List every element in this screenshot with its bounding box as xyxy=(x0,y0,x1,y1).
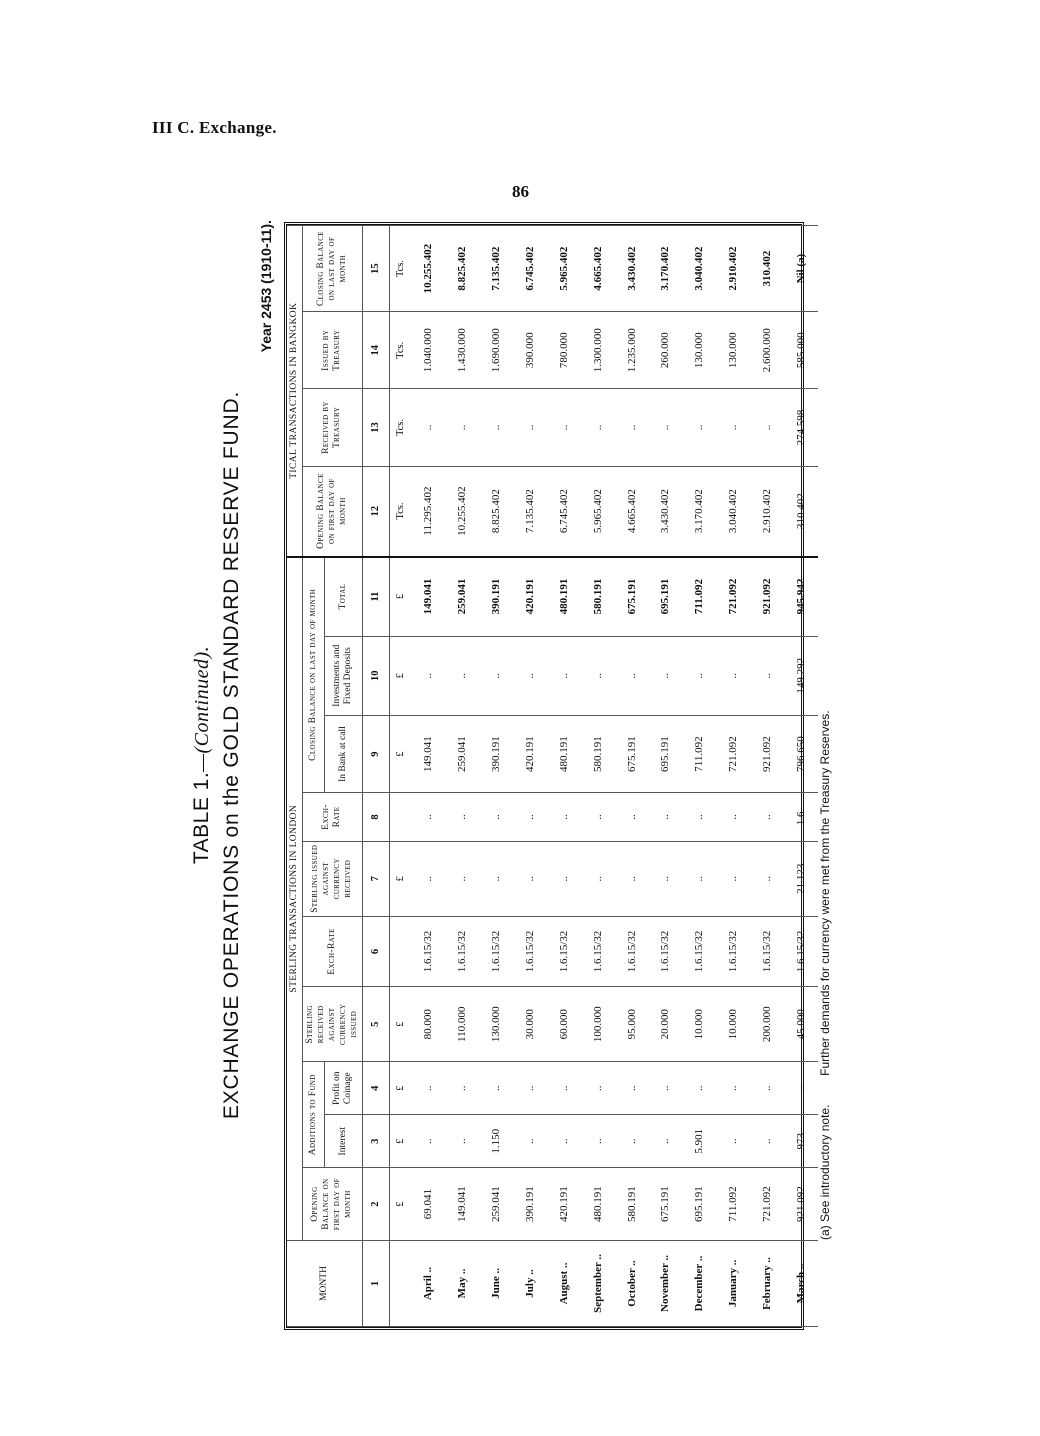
cell-rate: 1.6.15/32 xyxy=(445,916,479,987)
cell-total: 945.942 xyxy=(784,557,818,637)
cell-rate2: .. xyxy=(445,793,479,842)
cell-rate2: .. xyxy=(716,793,750,842)
unit-label xyxy=(389,793,412,842)
month-header: MONTH xyxy=(287,1240,362,1326)
cell-invest: .. xyxy=(682,636,716,715)
cell-t_issued: 1.690.000 xyxy=(479,312,513,389)
cell-month: September .. xyxy=(581,1240,615,1326)
cell-interest: 5.901 xyxy=(682,1115,716,1168)
cell-profit: .. xyxy=(615,1062,649,1115)
cell-t_open: 5.965.402 xyxy=(581,466,615,556)
cell-t_recv: .. xyxy=(750,389,784,466)
cell-bank: 711.092 xyxy=(682,715,716,792)
unit-label: Tcs. xyxy=(389,226,412,312)
cell-t_recv: .. xyxy=(412,389,446,466)
cell-opening: 711.092 xyxy=(716,1168,750,1241)
column-number: 14 xyxy=(362,312,389,389)
cell-opening: 259.041 xyxy=(479,1168,513,1241)
cell-issued: .. xyxy=(513,841,547,916)
cell-t_recv: .. xyxy=(513,389,547,466)
cell-received: 100.000 xyxy=(581,987,615,1062)
cell-issued: .. xyxy=(547,841,581,916)
cell-interest: .. xyxy=(716,1115,750,1168)
cell-t_open: 8.825.402 xyxy=(479,466,513,556)
cell-t_close: 5.965.402 xyxy=(547,226,581,312)
cell-bank: 149.041 xyxy=(412,715,446,792)
cell-interest: 973 xyxy=(784,1115,818,1168)
cell-t_recv: .. xyxy=(479,389,513,466)
cell-t_recv: .. xyxy=(445,389,479,466)
unit-label: Tcs. xyxy=(389,466,412,556)
cell-bank: 259.041 xyxy=(445,715,479,792)
cell-month: July .. xyxy=(513,1240,547,1326)
cell-profit: .. xyxy=(412,1062,446,1115)
cell-month: November .. xyxy=(649,1240,683,1326)
cell-profit: .. xyxy=(682,1062,716,1115)
column-number: 2 xyxy=(362,1168,389,1241)
cell-t_recv: .. xyxy=(682,389,716,466)
cell-rate2: .. xyxy=(682,793,716,842)
additions-header: Additions to Fund xyxy=(302,1062,324,1168)
cell-total: 390.191 xyxy=(479,557,513,637)
cell-t_close: 3.430.402 xyxy=(615,226,649,312)
cell-issued: .. xyxy=(412,841,446,916)
cell-t_close: 10.255.402 xyxy=(412,226,446,312)
table-row xyxy=(547,226,581,1327)
cell-opening: 149.041 xyxy=(445,1168,479,1241)
table-row xyxy=(784,226,818,1327)
cell-t_close: 6.745.402 xyxy=(513,226,547,312)
cell-t_open: 10.255.402 xyxy=(445,466,479,556)
cell-bank: 721.092 xyxy=(716,715,750,792)
cell-rate2: 1.6. xyxy=(784,793,818,842)
cell-t_issued: 1.040.000 xyxy=(412,312,446,389)
column-number: 5 xyxy=(362,987,389,1062)
cell-t_open: 310.402 xyxy=(784,466,818,556)
cell-rate2: .. xyxy=(547,793,581,842)
cell-t_close: 4.665.402 xyxy=(581,226,615,312)
cell-received: 95.000 xyxy=(615,987,649,1062)
cell-opening: 695.191 xyxy=(682,1168,716,1241)
rotated-table-page xyxy=(190,180,850,1330)
cell-invest: .. xyxy=(412,636,446,715)
cell-invest: 149.292 xyxy=(784,636,818,715)
cell-opening: 420.191 xyxy=(547,1168,581,1241)
cell-opening: 675.191 xyxy=(649,1168,683,1241)
cell-total: 259.041 xyxy=(445,557,479,637)
cell-t_open: 6.745.402 xyxy=(547,466,581,556)
cell-t_issued: 260.000 xyxy=(649,312,683,389)
profit-header: Profit on Coinage xyxy=(325,1062,362,1115)
investments-header: Investments and Fixed Deposits xyxy=(325,636,362,715)
main-title: EXCHANGE OPERATIONS on the GOLD STANDARD RESERVE FUND. xyxy=(220,390,243,1120)
cell-profit: .. xyxy=(445,1062,479,1115)
footnote-marker: (a) xyxy=(818,1225,832,1240)
column-number-row xyxy=(362,226,389,1327)
cell-profit: .. xyxy=(547,1062,581,1115)
footnote-text-1: See introductory note. xyxy=(818,1104,832,1222)
cell-interest: .. xyxy=(412,1115,446,1168)
cell-month: December .. xyxy=(682,1240,716,1326)
cell-invest: .. xyxy=(479,636,513,715)
continued-label: —(Continued). xyxy=(191,645,213,772)
cell-total: 149.041 xyxy=(412,557,446,637)
table-row xyxy=(513,226,547,1327)
cell-t_issued: 1.430.000 xyxy=(445,312,479,389)
cell-issued: .. xyxy=(716,841,750,916)
unit-row xyxy=(389,226,412,1327)
unit-label xyxy=(389,1240,412,1326)
cell-bank: 580.191 xyxy=(581,715,615,792)
cell-received: 80.000 xyxy=(412,987,446,1062)
cell-month: March .. xyxy=(784,1240,818,1326)
unit-label: £ xyxy=(389,1115,412,1168)
cell-received: 130.000 xyxy=(479,987,513,1062)
cell-opening: 69.041 xyxy=(412,1168,446,1241)
unit-label: £ xyxy=(389,841,412,916)
cell-invest: .. xyxy=(581,636,615,715)
cell-rate: 1.6.15/32 xyxy=(682,916,716,987)
exchange-operations-table xyxy=(287,225,818,1327)
column-number: 13 xyxy=(362,389,389,466)
cell-invest: .. xyxy=(513,636,547,715)
cell-received: 60.000 xyxy=(547,987,581,1062)
table-row xyxy=(445,226,479,1327)
cell-month: June .. xyxy=(479,1240,513,1326)
cell-profit: .. xyxy=(716,1062,750,1115)
exch-rate-header: Exch-Rate xyxy=(302,916,362,987)
cell-t_open: 3.170.402 xyxy=(682,466,716,556)
cell-opening: 390.191 xyxy=(513,1168,547,1241)
column-number: 12 xyxy=(362,466,389,556)
cell-issued: .. xyxy=(649,841,683,916)
cell-t_issued: 2.600.000 xyxy=(750,312,784,389)
cell-opening: 480.191 xyxy=(581,1168,615,1241)
cell-issued: .. xyxy=(750,841,784,916)
cell-interest: 1.150 xyxy=(479,1115,513,1168)
cell-t_recv: .. xyxy=(581,389,615,466)
cell-profit: .. xyxy=(513,1062,547,1115)
cell-t_open: 3.040.402 xyxy=(716,466,750,556)
cell-rate: 1.6.15/32 xyxy=(716,916,750,987)
cell-profit: .. xyxy=(649,1062,683,1115)
cell-rate2: .. xyxy=(581,793,615,842)
cell-month: October .. xyxy=(615,1240,649,1326)
cell-t_close: 2.910.402 xyxy=(716,226,750,312)
cell-t_open: 2.910.402 xyxy=(750,466,784,556)
cell-t_recv: .. xyxy=(716,389,750,466)
cell-issued: .. xyxy=(615,841,649,916)
closing-balance-group-header: Closing Balance on last day of month xyxy=(302,557,324,793)
cell-received: 10.000 xyxy=(716,987,750,1062)
unit-label: £ xyxy=(389,1168,412,1241)
cell-rate2: .. xyxy=(513,793,547,842)
cell-interest: .. xyxy=(445,1115,479,1168)
cell-interest: .. xyxy=(513,1115,547,1168)
cell-issued: 21.123 xyxy=(784,841,818,916)
cell-t_issued: 390.000 xyxy=(513,312,547,389)
cell-t_close: 7.135.402 xyxy=(479,226,513,312)
section-heading: III C. Exchange. xyxy=(152,118,277,137)
table-row xyxy=(581,226,615,1327)
interest-header: Interest xyxy=(325,1115,362,1168)
unit-label: £ xyxy=(389,1062,412,1115)
table-body xyxy=(412,226,818,1327)
cell-issued: .. xyxy=(682,841,716,916)
cell-received: 110.000 xyxy=(445,987,479,1062)
footnote-text-2: Further demands for currency were met from the Treasury Reserves. xyxy=(818,710,832,1076)
cell-t_issued: 130.000 xyxy=(716,312,750,389)
cell-profit: .. xyxy=(750,1062,784,1115)
column-number: 3 xyxy=(362,1115,389,1168)
cell-rate: 1.6.15/32 xyxy=(581,916,615,987)
unit-label xyxy=(389,916,412,987)
unit-label: £ xyxy=(389,715,412,792)
cell-t_close: 8.825.402 xyxy=(445,226,479,312)
column-number: 4 xyxy=(362,1062,389,1115)
cell-t_recv: .. xyxy=(547,389,581,466)
cell-t_open: 11.295.402 xyxy=(412,466,446,556)
cell-t_recv: .. xyxy=(649,389,683,466)
tical-issued-header: Issued by Treasury xyxy=(302,312,362,389)
cell-t_issued: 585.000 xyxy=(784,312,818,389)
cell-t_issued: 1.235.000 xyxy=(615,312,649,389)
cell-rate: 1.6.15/32 xyxy=(615,916,649,987)
cell-invest: .. xyxy=(445,636,479,715)
cell-issued: .. xyxy=(479,841,513,916)
table-label: TABLE 1. xyxy=(190,771,213,865)
cell-total: 675.191 xyxy=(615,557,649,637)
cell-bank: 420.191 xyxy=(513,715,547,792)
cell-opening: 721.092 xyxy=(750,1168,784,1241)
cell-t_close: 3.040.402 xyxy=(682,226,716,312)
cell-received: 20.000 xyxy=(649,987,683,1062)
cell-invest: .. xyxy=(716,636,750,715)
cell-month: May .. xyxy=(445,1240,479,1326)
page-number: 86 xyxy=(512,182,529,201)
cell-total: 480.191 xyxy=(547,557,581,637)
table-row xyxy=(412,226,446,1327)
cell-interest: .. xyxy=(750,1115,784,1168)
cell-rate: 1.6.15/32 xyxy=(513,916,547,987)
tical-received-header: Received by Treasury xyxy=(302,389,362,466)
footnote xyxy=(818,710,832,1240)
cell-total: 721.092 xyxy=(716,557,750,637)
cell-t_issued: 130.000 xyxy=(682,312,716,389)
cell-received: 30.000 xyxy=(513,987,547,1062)
year-label: Year 2453 (1910-11). xyxy=(258,220,274,353)
cell-bank: 390.191 xyxy=(479,715,513,792)
cell-total: 580.191 xyxy=(581,557,615,637)
cell-t_open: 3.430.402 xyxy=(649,466,683,556)
cell-profit: .. xyxy=(479,1062,513,1115)
cell-t_close: 3.170.402 xyxy=(649,226,683,312)
cell-month: January .. xyxy=(716,1240,750,1326)
cell-rate: 1.6.15/32 xyxy=(479,916,513,987)
cell-rate: 1.6.15/32 xyxy=(784,916,818,987)
cell-received: 10.000 xyxy=(682,987,716,1062)
cell-interest: .. xyxy=(649,1115,683,1168)
column-number: 1 xyxy=(362,1240,389,1326)
cell-rate2: .. xyxy=(750,793,784,842)
unit-label: £ xyxy=(389,987,412,1062)
cell-total: 695.191 xyxy=(649,557,683,637)
tical-closing-header: Closing Balance on last day of month xyxy=(302,226,362,312)
column-number: 6 xyxy=(362,916,389,987)
exchange-table-frame xyxy=(284,222,807,1330)
cell-t_close: Nil (a) xyxy=(784,226,818,312)
exch-rate-2-header: Exch-Rate xyxy=(302,793,362,842)
cell-rate2: .. xyxy=(649,793,683,842)
cell-rate: 1.6.15/32 xyxy=(547,916,581,987)
cell-opening: 580.191 xyxy=(615,1168,649,1241)
cell-rate2: .. xyxy=(615,793,649,842)
cell-interest: .. xyxy=(615,1115,649,1168)
table-row xyxy=(750,226,784,1327)
cell-interest: .. xyxy=(547,1115,581,1168)
total-header: Total xyxy=(325,557,362,637)
cell-t_recv: .. xyxy=(615,389,649,466)
cell-bank: 796.650 xyxy=(784,715,818,792)
sterling-group-header: STERLING TRANSACTIONS IN LONDON xyxy=(287,557,302,1241)
cell-received: 200.000 xyxy=(750,987,784,1062)
in-bank-header: In Bank at call xyxy=(325,715,362,792)
cell-rate2: .. xyxy=(412,793,446,842)
table-row xyxy=(615,226,649,1327)
cell-total: 420.191 xyxy=(513,557,547,637)
table-row xyxy=(479,226,513,1327)
cell-issued: .. xyxy=(445,841,479,916)
cell-opening: 921.092 xyxy=(784,1168,818,1241)
unit-label: £ xyxy=(389,557,412,637)
tical-group-header: TICAL TRANSACTIONS IN BANGKOK xyxy=(287,226,302,557)
cell-bank: 675.191 xyxy=(615,715,649,792)
column-number: 7 xyxy=(362,841,389,916)
column-number: 8 xyxy=(362,793,389,842)
cell-t_open: 7.135.402 xyxy=(513,466,547,556)
sterling-received-header: Sterling received against currency issued xyxy=(302,987,362,1062)
cell-invest: .. xyxy=(750,636,784,715)
cell-t_issued: 1.300.000 xyxy=(581,312,615,389)
cell-bank: 695.191 xyxy=(649,715,683,792)
cell-received: 45.000 xyxy=(784,987,818,1062)
column-number: 11 xyxy=(362,557,389,637)
cell-profit: .. xyxy=(784,1062,818,1115)
tical-opening-header: Opening Balance on first day of month xyxy=(302,466,362,556)
cell-profit: .. xyxy=(581,1062,615,1115)
cell-total: 711.092 xyxy=(682,557,716,637)
cell-invest: .. xyxy=(649,636,683,715)
cell-t_close: 310.402 xyxy=(750,226,784,312)
cell-invest: .. xyxy=(547,636,581,715)
cell-rate: 1.6.15/32 xyxy=(412,916,446,987)
cell-invest: .. xyxy=(615,636,649,715)
cell-month: August .. xyxy=(547,1240,581,1326)
cell-t_recv: 274.598 xyxy=(784,389,818,466)
cell-rate2: .. xyxy=(479,793,513,842)
cell-rate: 1.6.15/32 xyxy=(750,916,784,987)
cell-interest: .. xyxy=(581,1115,615,1168)
table-row xyxy=(649,226,683,1327)
cell-t_issued: 780.000 xyxy=(547,312,581,389)
column-number: 10 xyxy=(362,636,389,715)
unit-label: Tcs. xyxy=(389,312,412,389)
table-row xyxy=(682,226,716,1327)
cell-bank: 480.191 xyxy=(547,715,581,792)
cell-month: February .. xyxy=(750,1240,784,1326)
cell-issued: .. xyxy=(581,841,615,916)
unit-label: Tcs. xyxy=(389,389,412,466)
column-number: 15 xyxy=(362,226,389,312)
column-number: 9 xyxy=(362,715,389,792)
table-title xyxy=(190,180,214,1330)
cell-total: 921.092 xyxy=(750,557,784,637)
table-row xyxy=(716,226,750,1327)
cell-month: April .. xyxy=(412,1240,446,1326)
cell-t_open: 4.665.402 xyxy=(615,466,649,556)
cell-rate: 1.6.15/32 xyxy=(649,916,683,987)
opening-balance-header: Opening Balance on first day of month xyxy=(302,1168,362,1241)
unit-label: £ xyxy=(389,636,412,715)
cell-bank: 921.092 xyxy=(750,715,784,792)
sterling-issued-header: Sterling issued against currency received xyxy=(302,841,362,916)
